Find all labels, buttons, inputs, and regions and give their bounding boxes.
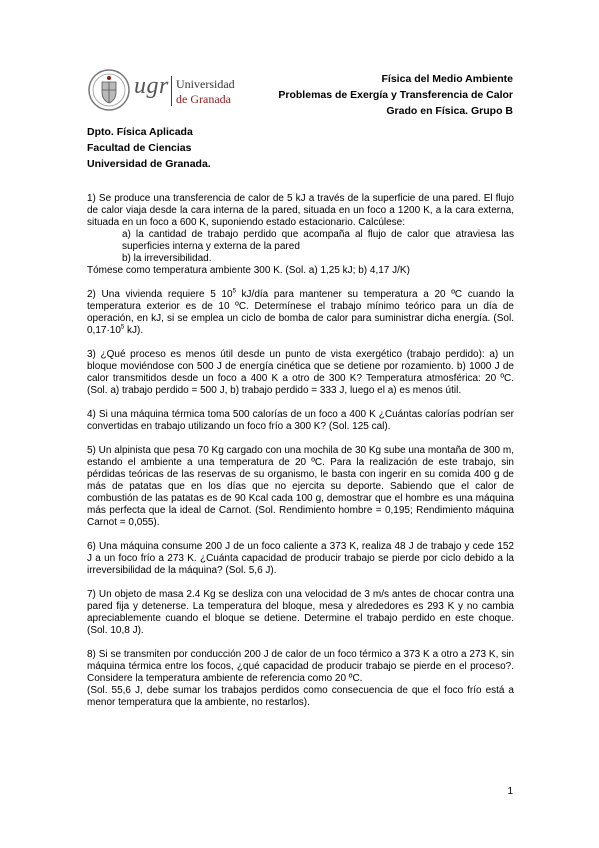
problem-7: 7) Un objeto de masa 2.4 Kg se desliza con una velocidad de 3 m/s antes de chocar contra una pared fija y detenerse. La temperatura del bloque, mesa y alrededores es 293 K y no cambia apreciablemente cuando el bloque se detiene. Determine el trabajo perdido en este choque. (Sol. 10,8 J). <box>87 589 514 636</box>
course-group: Grado en Física. Grupo B <box>386 105 513 117</box>
problem-1-part-b: b) la irreversibilidad. <box>122 253 212 264</box>
problem-2 <box>87 289 514 337</box>
problem-4: 4) Si una máquina térmica toma 500 calorías de un foco a 400 K ¿Cuántas calorías podrían ser convertidas en trabajo utilizando un foco frío a 300 K? (Sol. 125 cal). <box>87 409 514 432</box>
department-block <box>87 124 211 172</box>
problem-1-intro: 1) Se produce una transferencia de calor de 5 kJ a través de la superficie de una pared. El flujo de calor viaja desde la cara interna de la pared, situada en un foco a 1200 K, a la cara externa, situada en un foco a 600 K, suponiendo estado estacionario. Calcúlese: <box>87 193 514 228</box>
problem-8-solution: (Sol. 55,6 J, debe sumar los trabajos perdidos como consecuencia de que el foco frío está a menor temperatura que la ambiente, no restarlos). <box>87 685 514 708</box>
department-name: Dpto. Física Aplicada <box>87 126 193 138</box>
problem-2-exponent-2: 5 <box>120 324 125 331</box>
problem-6: 6) Una máquina consume 200 J de un foco caliente a 373 K, realiza 48 J de trabajo y cede 152 J a un foco frío a 273 K. ¿Cuánta capacidad de producir trabajo se pierde por ciclo debido a la irreversibilidad de la máquina? (Sol. 5,6 J). <box>87 541 514 576</box>
page-number: 1 <box>507 786 513 797</box>
logo-divider <box>171 76 172 106</box>
university-logo <box>87 68 247 114</box>
problems-list <box>87 193 514 721</box>
problem-2-text-a: 2) Una vivienda requiere 5 10 <box>87 289 233 300</box>
logo-ugr-text: ugr <box>134 73 169 99</box>
problem-2-text-b: kJ/día para mantener su temperatura a 20 ºC cuando la temperatura exterior es de 10 ºC. Determínese el trabajo mínimo teórico para un día de operación, en kJ, si se emplea un ciclo de bomba de calor para suministrar dicha energía. (Sol. 0,17·10 <box>87 289 514 336</box>
problem-1 <box>87 193 514 277</box>
problem-2-text-c: kJ). <box>124 325 144 336</box>
problem-8-text: 8) Si se transmiten por conducción 200 J de calor de un foco térmico a 373 K a otro a 273 K, sin máquina térmica entre los focos, ¿qué capacidad de producir trabajo se pierde en el proceso?. Considere la temperatura ambiente de referencia como 20 ºC. <box>87 649 514 684</box>
problem-1-part-a: a) la cantidad de trabajo perdido que acompaña al flujo de calor que atraviesa las superficies interna y externa de la pared <box>122 229 514 252</box>
problem-5: 5) Un alpinista que pesa 70 Kg cargado con una mochila de 30 Kg sube una montaña de 300 m, estando el ambiente a una temperatura de 20 ºC. Para la realización de este trabajo, sin pérdidas teóricas de las reservas de su organismo, le basta con ingerir en su comida 400 g de más de patatas que en los días que no ejercita su deporte. Sabiendo que el calor de combustión de las patatas es de 90 Kcal cada 100 g, demostrar que el hombre es una máquina más perfecta que la ideal de Carnot. (Sol. Rendimiento hombre = 0,195; Rendimiento máquina Carnot = 0,055). <box>87 445 514 528</box>
problem-2-exponent-1: 5 <box>232 288 236 295</box>
problem-8 <box>87 649 514 709</box>
logo-granada-text: de Granada <box>176 92 231 106</box>
faculty-name: Facultad de Ciencias <box>87 142 192 154</box>
university-name: Universidad de Granada. <box>87 158 211 170</box>
problem-3: 3) ¿Qué proceso es menos útil desde un punto de vista exergético (trabajo perdido): a) un bloque moviéndose con 500 J de energía cinética que se detiene por rozamiento. b) 1000 J de calor transmitidos desde un foco a 400 K a otro de 300 K? Temperatura atmosférica: 20 ºC. (Sol. a) trabajo perdido = 500 J, b) trabajo perdido = 333 J, luego el a) es menos útil. <box>87 349 514 396</box>
problem-1-solution: Tómese como temperatura ambiente 300 K. (Sol. a) 1,25 kJ; b) 4,17 J/K) <box>87 265 410 276</box>
course-title: Física del Medio Ambiente <box>381 73 513 85</box>
course-header <box>278 71 513 119</box>
course-subtitle: Problemas de Exergía y Transferencia de Calor <box>278 89 513 101</box>
university-crest-icon <box>87 68 131 112</box>
logo-universidad-text: Universidad <box>176 77 235 91</box>
